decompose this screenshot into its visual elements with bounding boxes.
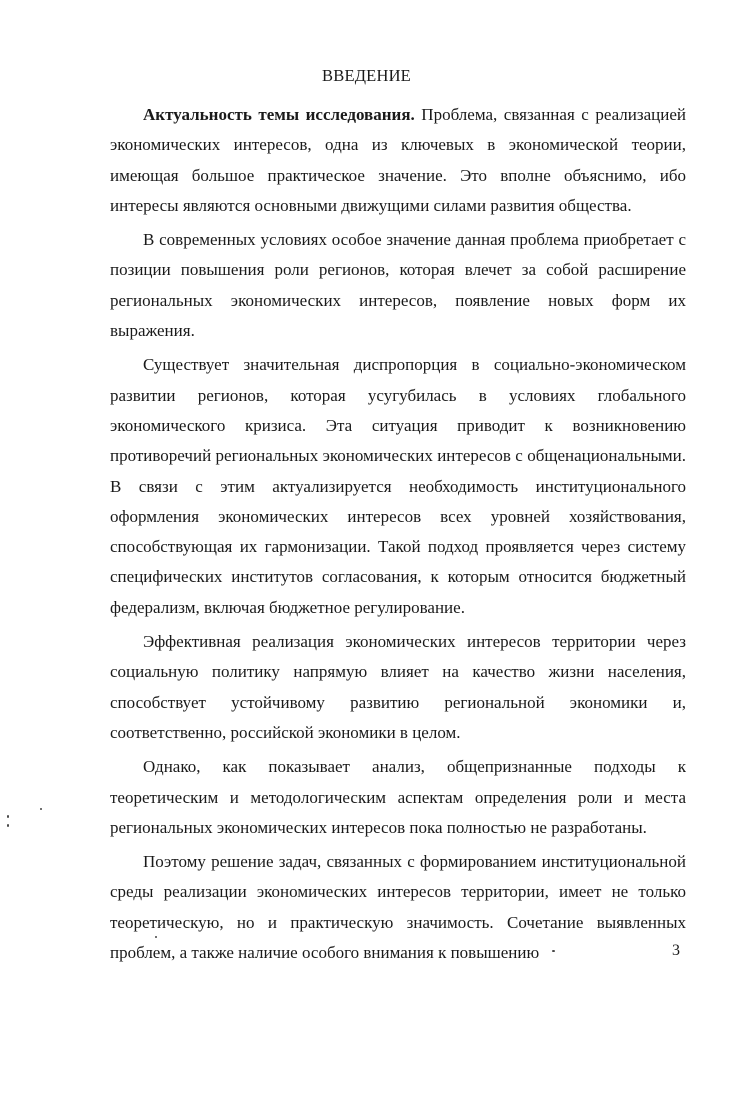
section-heading: ВВЕДЕНИЕ xyxy=(322,66,411,85)
paragraph-text: Существует значительная диспропорция в социально-экономическом развитии регионов, которая усугубилась в условиях глобального экономического кризиса. Эта ситуация приводит к возникновению противоречий региональных экономических интересов с общенациональными. В связи с этим актуализируется необходимость институционального оформления экономических интересов всех уровней хозяйствования, способствующая их гармонизации. Такой подход проявляется через систему специфических институтов согласования, к которым относится бюджетный федерализм, включая бюджетное регулирование. xyxy=(110,355,686,617)
paragraph-6 xyxy=(110,847,686,968)
paragraph-1 xyxy=(110,100,686,221)
paragraph-4 xyxy=(110,627,686,748)
paragraph-text: Однако, как показывает анализ, общепризнанные подходы к теоретическим и методологическим аспектам определения роли и места региональных экономических интересов пока полностью не разработаны. xyxy=(110,757,686,837)
paragraph-2 xyxy=(110,225,686,346)
page-number: 3 xyxy=(672,942,680,959)
scan-speck xyxy=(7,815,9,818)
scan-speck xyxy=(40,808,42,810)
scan-speck xyxy=(155,936,157,938)
scan-speck xyxy=(552,950,555,952)
paragraph-text: Поэтому решение задач, связанных с формированием институциональной среды реализации экономических интересов территории, имеет не только теоретическую, но и практическую значимость. Сочетание выявленных проблем, а также наличие особого внимания к повышению xyxy=(110,852,686,963)
paragraph-text: В современных условиях особое значение данная проблема приобретает с позиции повышения роли регионов, которая влечет за собой расширение региональных экономических интересов, появление новых форм их выражения. xyxy=(110,230,686,341)
paragraph-text: Проблема, связанная с реализацией экономических интересов, одна из ключевых в экономической теории, имеющая большое практическое значение. Это вполне объяснимо, ибо интересы являются основными движущими силами развития общества. xyxy=(110,105,686,215)
paragraph-lead: Актуальность темы исследования. xyxy=(143,105,415,124)
paragraph-3 xyxy=(110,350,686,623)
paragraph-5 xyxy=(110,752,686,843)
paragraph-text: Эффективная реализация экономических интересов территории через социальную политику напрямую влияет на качество жизни населения, способствует устойчивому развитию региональной экономики и, соответственно, российской экономики в целом. xyxy=(110,632,686,742)
body-text xyxy=(110,100,686,968)
scan-speck xyxy=(7,824,9,827)
